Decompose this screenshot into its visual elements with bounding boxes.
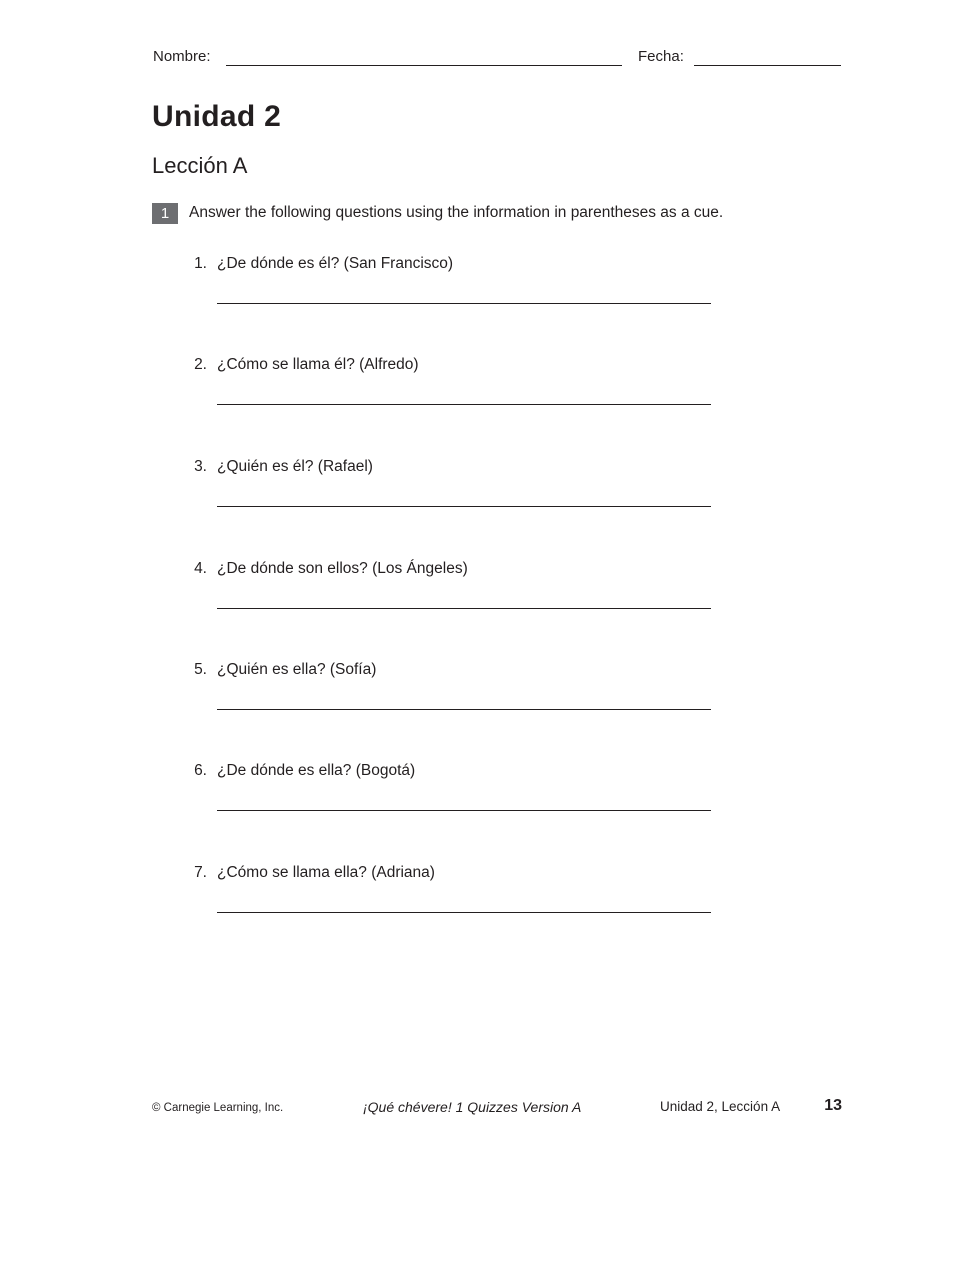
footer-unit-lesson: Unidad 2, Lección A	[660, 1099, 781, 1114]
exercise-instruction	[152, 203, 852, 227]
question-text: ¿Quién es él? (Rafael)	[217, 458, 373, 475]
question-text: ¿Quién es ella? (Sofía)	[217, 661, 377, 678]
page-footer	[152, 1096, 842, 1118]
answer-line[interactable]	[217, 709, 711, 710]
question-number: 6.	[194, 762, 207, 779]
question-text: ¿Cómo se llama ella? (Adriana)	[217, 864, 435, 881]
question-number: 1.	[194, 255, 207, 272]
answer-line[interactable]	[217, 404, 711, 405]
nombre-input-line[interactable]	[226, 65, 622, 66]
lesson-title: Lección A	[152, 153, 248, 178]
fecha-label: Fecha:	[638, 48, 684, 65]
nombre-label: Nombre:	[153, 48, 211, 65]
question-text: ¿De dónde es ella? (Bogotá)	[217, 762, 416, 779]
question-item	[190, 458, 750, 518]
question-text: ¿Cómo se llama él? (Alfredo)	[217, 356, 419, 373]
question-item	[190, 661, 750, 721]
book-title: ¡Qué chévere! 1 Quizzes Version A	[363, 1099, 582, 1115]
question-item	[190, 356, 750, 416]
answer-line[interactable]	[217, 506, 711, 507]
name-date-header	[153, 48, 841, 72]
instruction-text: Answer the following questions using the information in parentheses as a cue.	[189, 204, 724, 221]
answer-line[interactable]	[217, 912, 711, 913]
fecha-input-line[interactable]	[694, 65, 841, 66]
question-number: 2.	[194, 356, 207, 373]
question-number: 4.	[194, 560, 207, 577]
exercise-number-badge: 1	[152, 203, 178, 224]
page-number: 13	[824, 1097, 842, 1114]
question-number: 7.	[194, 864, 207, 881]
question-item	[190, 762, 750, 822]
unit-title: Unidad 2	[152, 100, 282, 133]
question-number: 5.	[194, 661, 207, 678]
question-text: ¿De dónde son ellos? (Los Ángeles)	[217, 560, 468, 577]
question-item	[190, 864, 750, 924]
answer-line[interactable]	[217, 608, 711, 609]
question-text: ¿De dónde es él? (San Francisco)	[217, 255, 454, 272]
answer-line[interactable]	[217, 303, 711, 304]
question-item	[190, 560, 750, 620]
copyright-notice: © Carnegie Learning, Inc.	[152, 1102, 284, 1114]
question-item	[190, 255, 750, 315]
question-number: 3.	[194, 458, 207, 475]
answer-line[interactable]	[217, 810, 711, 811]
